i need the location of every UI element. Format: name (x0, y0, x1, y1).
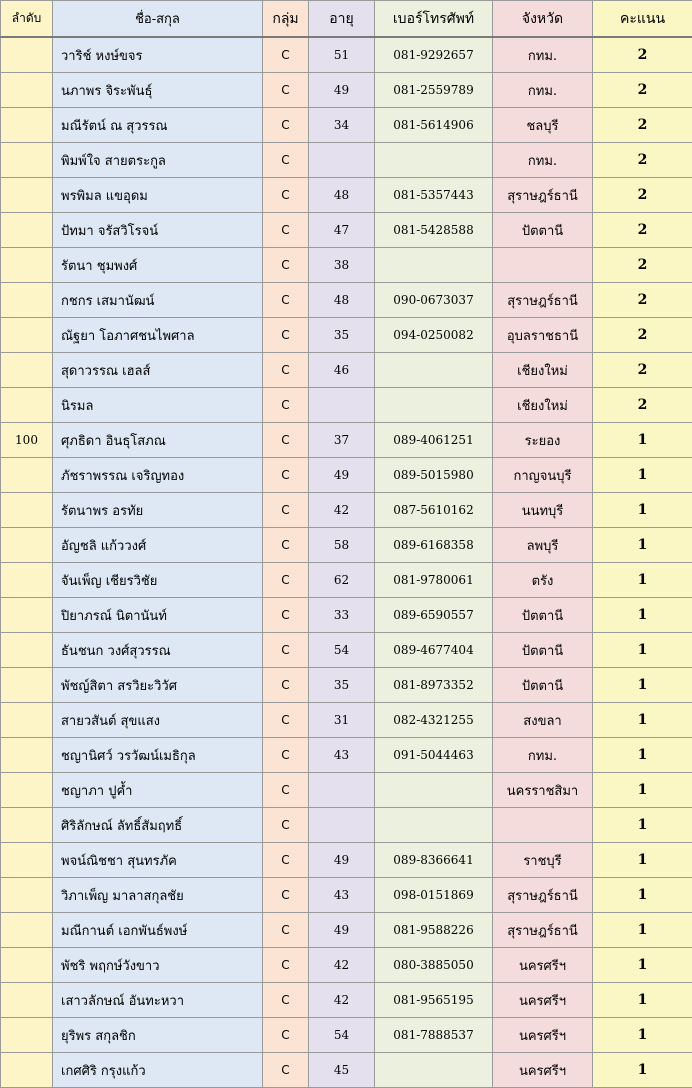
cell-province (493, 808, 593, 843)
cell-phone: 081-9292657 (375, 37, 493, 73)
cell-no (1, 1053, 53, 1088)
cell-group: C (263, 773, 309, 808)
cell-group: C (263, 493, 309, 528)
cell-age: 62 (309, 563, 375, 598)
cell-group: C (263, 37, 309, 73)
cell-no (1, 773, 53, 808)
cell-score: 2 (593, 178, 692, 213)
cell-name: รัตนาพร อรทัย (53, 493, 263, 528)
cell-group: C (263, 703, 309, 738)
cell-no (1, 878, 53, 913)
cell-phone (375, 1053, 493, 1088)
cell-province: ชลบุรี (493, 108, 593, 143)
cell-no (1, 913, 53, 948)
cell-score: 1 (593, 878, 692, 913)
cell-name: ธันชนก วงศ์สุวรรณ (53, 633, 263, 668)
cell-province: นครราชสิมา (493, 773, 593, 808)
cell-no (1, 213, 53, 248)
cell-age: 54 (309, 633, 375, 668)
cell-name: ศิริลักษณ์ ลัทธิ์สัมฤทธิ์ (53, 808, 263, 843)
cell-score: 1 (593, 1018, 692, 1053)
cell-group: C (263, 808, 309, 843)
table-row (1, 738, 692, 773)
cell-province: กทม. (493, 143, 593, 178)
cell-name: ชญาภา ปูค้ำ (53, 773, 263, 808)
cell-province: สุราษฎร์ธานี (493, 178, 593, 213)
cell-no (1, 668, 53, 703)
cell-no (1, 633, 53, 668)
table-row (1, 1018, 692, 1053)
cell-score: 1 (593, 598, 692, 633)
cell-phone: 091-5044463 (375, 738, 493, 773)
table-row (1, 178, 692, 213)
cell-no (1, 353, 53, 388)
header-name: ชื่อ-สกุล (53, 1, 263, 38)
cell-score: 1 (593, 423, 692, 458)
cell-no (1, 703, 53, 738)
cell-province: ปัตตานี (493, 633, 593, 668)
header-group: กลุ่ม (263, 1, 309, 38)
cell-age (309, 808, 375, 843)
cell-no (1, 283, 53, 318)
table-row (1, 423, 692, 458)
cell-province: นครศรีฯ (493, 1053, 593, 1088)
cell-phone (375, 143, 493, 178)
table-row (1, 948, 692, 983)
table-row (1, 668, 692, 703)
cell-score: 1 (593, 808, 692, 843)
cell-age (309, 143, 375, 178)
cell-age: 49 (309, 843, 375, 878)
cell-score: 1 (593, 528, 692, 563)
cell-score: 2 (593, 353, 692, 388)
cell-score: 2 (593, 143, 692, 178)
table-row (1, 493, 692, 528)
cell-name: มณีรัตน์ ณ สุวรรณ (53, 108, 263, 143)
cell-phone: 089-6590557 (375, 598, 493, 633)
cell-phone: 098-0151869 (375, 878, 493, 913)
cell-group: C (263, 423, 309, 458)
cell-group: C (263, 878, 309, 913)
cell-group: C (263, 388, 309, 423)
cell-group: C (263, 1053, 309, 1088)
cell-group: C (263, 983, 309, 1018)
cell-score: 1 (593, 1053, 692, 1088)
cell-phone: 089-8366641 (375, 843, 493, 878)
cell-group: C (263, 633, 309, 668)
header-no: ลำดับ (1, 1, 53, 38)
cell-phone (375, 388, 493, 423)
cell-age: 42 (309, 983, 375, 1018)
cell-name: พัชริ พฤกษ์วังขาว (53, 948, 263, 983)
cell-age: 37 (309, 423, 375, 458)
cell-group: C (263, 668, 309, 703)
table-row (1, 983, 692, 1018)
cell-age: 49 (309, 913, 375, 948)
cell-province: สุราษฎร์ธานี (493, 913, 593, 948)
cell-score: 1 (593, 843, 692, 878)
cell-score: 2 (593, 248, 692, 283)
cell-no (1, 563, 53, 598)
header-phone: เบอร์โทรศัพท์ (375, 1, 493, 38)
cell-no (1, 178, 53, 213)
cell-age: 45 (309, 1053, 375, 1088)
table-row (1, 213, 692, 248)
cell-phone: 081-9565195 (375, 983, 493, 1018)
cell-name: รัตนา ชุมพงศ์ (53, 248, 263, 283)
cell-score: 1 (593, 913, 692, 948)
cell-group: C (263, 73, 309, 108)
cell-group: C (263, 248, 309, 283)
table-row (1, 108, 692, 143)
cell-name: นภาพร จิระพันธุ์ (53, 73, 263, 108)
cell-age: 35 (309, 318, 375, 353)
cell-name: ณัฐยา โอภาศชนไพศาล (53, 318, 263, 353)
cell-no (1, 458, 53, 493)
cell-age (309, 388, 375, 423)
cell-name: จันเพ็ญ เชียรวิชัย (53, 563, 263, 598)
cell-province: ตรัง (493, 563, 593, 598)
cell-name: ชญานิศว์ วรวัฒน์เมธิกุล (53, 738, 263, 773)
cell-phone: 081-8973352 (375, 668, 493, 703)
cell-score: 2 (593, 388, 692, 423)
cell-group: C (263, 213, 309, 248)
cell-age: 43 (309, 878, 375, 913)
cell-group: C (263, 283, 309, 318)
cell-no (1, 318, 53, 353)
cell-phone: 081-5428588 (375, 213, 493, 248)
cell-no (1, 948, 53, 983)
cell-age: 42 (309, 493, 375, 528)
cell-score: 2 (593, 73, 692, 108)
cell-name: สุดาวรรณ เฮลส์ (53, 353, 263, 388)
cell-no: 100 (1, 423, 53, 458)
cell-no (1, 143, 53, 178)
cell-name: พรพิมล แขอุดม (53, 178, 263, 213)
cell-group: C (263, 528, 309, 563)
cell-phone: 089-6168358 (375, 528, 493, 563)
table-row (1, 563, 692, 598)
table-row (1, 703, 692, 738)
cell-no (1, 808, 53, 843)
cell-no (1, 528, 53, 563)
cell-no (1, 493, 53, 528)
table-row (1, 633, 692, 668)
cell-age (309, 773, 375, 808)
cell-province: นนทบุรี (493, 493, 593, 528)
cell-age: 54 (309, 1018, 375, 1053)
cell-phone: 081-7888537 (375, 1018, 493, 1053)
cell-score: 1 (593, 563, 692, 598)
cell-province: ราชบุรี (493, 843, 593, 878)
cell-province: ปัตตานี (493, 598, 593, 633)
cell-no (1, 1018, 53, 1053)
cell-name: ศุภธิดา อินธุโสภณ (53, 423, 263, 458)
cell-group: C (263, 318, 309, 353)
cell-name: พจน์ณิชชา สุนทรภัค (53, 843, 263, 878)
cell-name: เสาวลักษณ์ อันทะหวา (53, 983, 263, 1018)
cell-no (1, 388, 53, 423)
table-row (1, 1053, 692, 1088)
cell-province: กทม. (493, 73, 593, 108)
cell-group: C (263, 948, 309, 983)
cell-age: 42 (309, 948, 375, 983)
table-row (1, 878, 692, 913)
cell-age: 46 (309, 353, 375, 388)
cell-score: 2 (593, 283, 692, 318)
cell-phone (375, 353, 493, 388)
cell-no (1, 738, 53, 773)
cell-age: 48 (309, 178, 375, 213)
cell-phone: 081-9588226 (375, 913, 493, 948)
cell-age: 38 (309, 248, 375, 283)
cell-score: 1 (593, 633, 692, 668)
cell-province: สุราษฎร์ธานี (493, 878, 593, 913)
cell-phone: 087-5610162 (375, 493, 493, 528)
cell-age: 58 (309, 528, 375, 563)
cell-age: 49 (309, 458, 375, 493)
cell-phone: 082-4321255 (375, 703, 493, 738)
table-row (1, 598, 692, 633)
cell-province: นครศรีฯ (493, 948, 593, 983)
cell-province: เชียงใหม่ (493, 388, 593, 423)
cell-group: C (263, 108, 309, 143)
cell-phone: 081-5614906 (375, 108, 493, 143)
cell-province: สงขลา (493, 703, 593, 738)
table-row (1, 143, 692, 178)
cell-score: 2 (593, 108, 692, 143)
header-age: อายุ (309, 1, 375, 38)
cell-province: ปัตตานี (493, 213, 593, 248)
cell-name: มณีกานต์ เอกพันธ์พงษ์ (53, 913, 263, 948)
cell-age: 49 (309, 73, 375, 108)
cell-age: 48 (309, 283, 375, 318)
cell-score: 2 (593, 318, 692, 353)
cell-age: 47 (309, 213, 375, 248)
cell-group: C (263, 1018, 309, 1053)
cell-province: กทม. (493, 738, 593, 773)
cell-no (1, 983, 53, 1018)
cell-score: 1 (593, 668, 692, 703)
cell-score: 1 (593, 738, 692, 773)
table-row (1, 458, 692, 493)
cell-age: 35 (309, 668, 375, 703)
cell-score: 1 (593, 458, 692, 493)
cell-score: 1 (593, 493, 692, 528)
cell-province: ลพบุรี (493, 528, 593, 563)
cell-name: อัญชลิ แก้ววงศ์ (53, 528, 263, 563)
cell-phone: 090-0673037 (375, 283, 493, 318)
cell-province: ระยอง (493, 423, 593, 458)
cell-name: วาริช์ หงษ์ขจร (53, 37, 263, 73)
cell-no (1, 598, 53, 633)
cell-group: C (263, 913, 309, 948)
cell-phone: 081-2559789 (375, 73, 493, 108)
cell-score: 1 (593, 948, 692, 983)
table-row (1, 808, 692, 843)
cell-name: กชกร เสมานัฒน์ (53, 283, 263, 318)
cell-name: พิมพ์ใจ สายตระกูล (53, 143, 263, 178)
cell-province: นครศรีฯ (493, 983, 593, 1018)
cell-name: ปิยาภรณ์ นิตานันท์ (53, 598, 263, 633)
cell-province: เชียงใหม่ (493, 353, 593, 388)
cell-phone (375, 773, 493, 808)
header-row (1, 1, 692, 38)
header-province: จังหวัด (493, 1, 593, 38)
cell-group: C (263, 458, 309, 493)
cell-province (493, 248, 593, 283)
cell-group: C (263, 598, 309, 633)
cell-province: กาญจนบุรี (493, 458, 593, 493)
table-row (1, 73, 692, 108)
cell-phone: 094-0250082 (375, 318, 493, 353)
cell-age: 33 (309, 598, 375, 633)
cell-province: นครศรีฯ (493, 1018, 593, 1053)
table-row (1, 353, 692, 388)
table-row (1, 37, 692, 73)
cell-age: 51 (309, 37, 375, 73)
table-row (1, 248, 692, 283)
table-row (1, 388, 692, 423)
cell-phone: 081-5357443 (375, 178, 493, 213)
cell-name: ปัทมา จรัสวิโรจน์ (53, 213, 263, 248)
cell-age: 34 (309, 108, 375, 143)
cell-province: อุบลราชธานี (493, 318, 593, 353)
cell-name: สายวสันต์ สุขแสง (53, 703, 263, 738)
cell-phone: 089-4061251 (375, 423, 493, 458)
cell-age: 43 (309, 738, 375, 773)
header-score: คะแนน (593, 1, 692, 38)
cell-group: C (263, 353, 309, 388)
table-row (1, 773, 692, 808)
cell-group: C (263, 178, 309, 213)
table-row (1, 283, 692, 318)
cell-phone (375, 248, 493, 283)
cell-name: วิภาเพ็ญ มาลาสกุลชัย (53, 878, 263, 913)
cell-group: C (263, 143, 309, 178)
cell-name: พัชญ์สิตา สรวิยะวิวัศ (53, 668, 263, 703)
cell-no (1, 37, 53, 73)
cell-phone: 080-3885050 (375, 948, 493, 983)
cell-score: 2 (593, 37, 692, 73)
table-row (1, 318, 692, 353)
cell-age: 31 (309, 703, 375, 738)
cell-name: ภัชราพรรณ เจริญทอง (53, 458, 263, 493)
cell-no (1, 843, 53, 878)
cell-no (1, 73, 53, 108)
cell-group: C (263, 738, 309, 773)
cell-no (1, 248, 53, 283)
cell-province: กทม. (493, 37, 593, 73)
cell-province: สุราษฎร์ธานี (493, 283, 593, 318)
cell-score: 2 (593, 213, 692, 248)
cell-phone: 089-4677404 (375, 633, 493, 668)
table-row (1, 843, 692, 878)
cell-province: ปัตตานี (493, 668, 593, 703)
cell-group: C (263, 843, 309, 878)
cell-no (1, 108, 53, 143)
cell-name: ยุริพร สกุลชิก (53, 1018, 263, 1053)
cell-phone: 081-9780061 (375, 563, 493, 598)
cell-score: 1 (593, 773, 692, 808)
table-body (1, 37, 692, 1088)
cell-group: C (263, 563, 309, 598)
cell-phone: 089-5015980 (375, 458, 493, 493)
cell-phone (375, 808, 493, 843)
table-row (1, 913, 692, 948)
cell-name: เกศศิริ กรุงแก้ว (53, 1053, 263, 1088)
cell-score: 1 (593, 703, 692, 738)
cell-score: 1 (593, 983, 692, 1018)
table-row (1, 528, 692, 563)
cell-name: นิรมล (53, 388, 263, 423)
